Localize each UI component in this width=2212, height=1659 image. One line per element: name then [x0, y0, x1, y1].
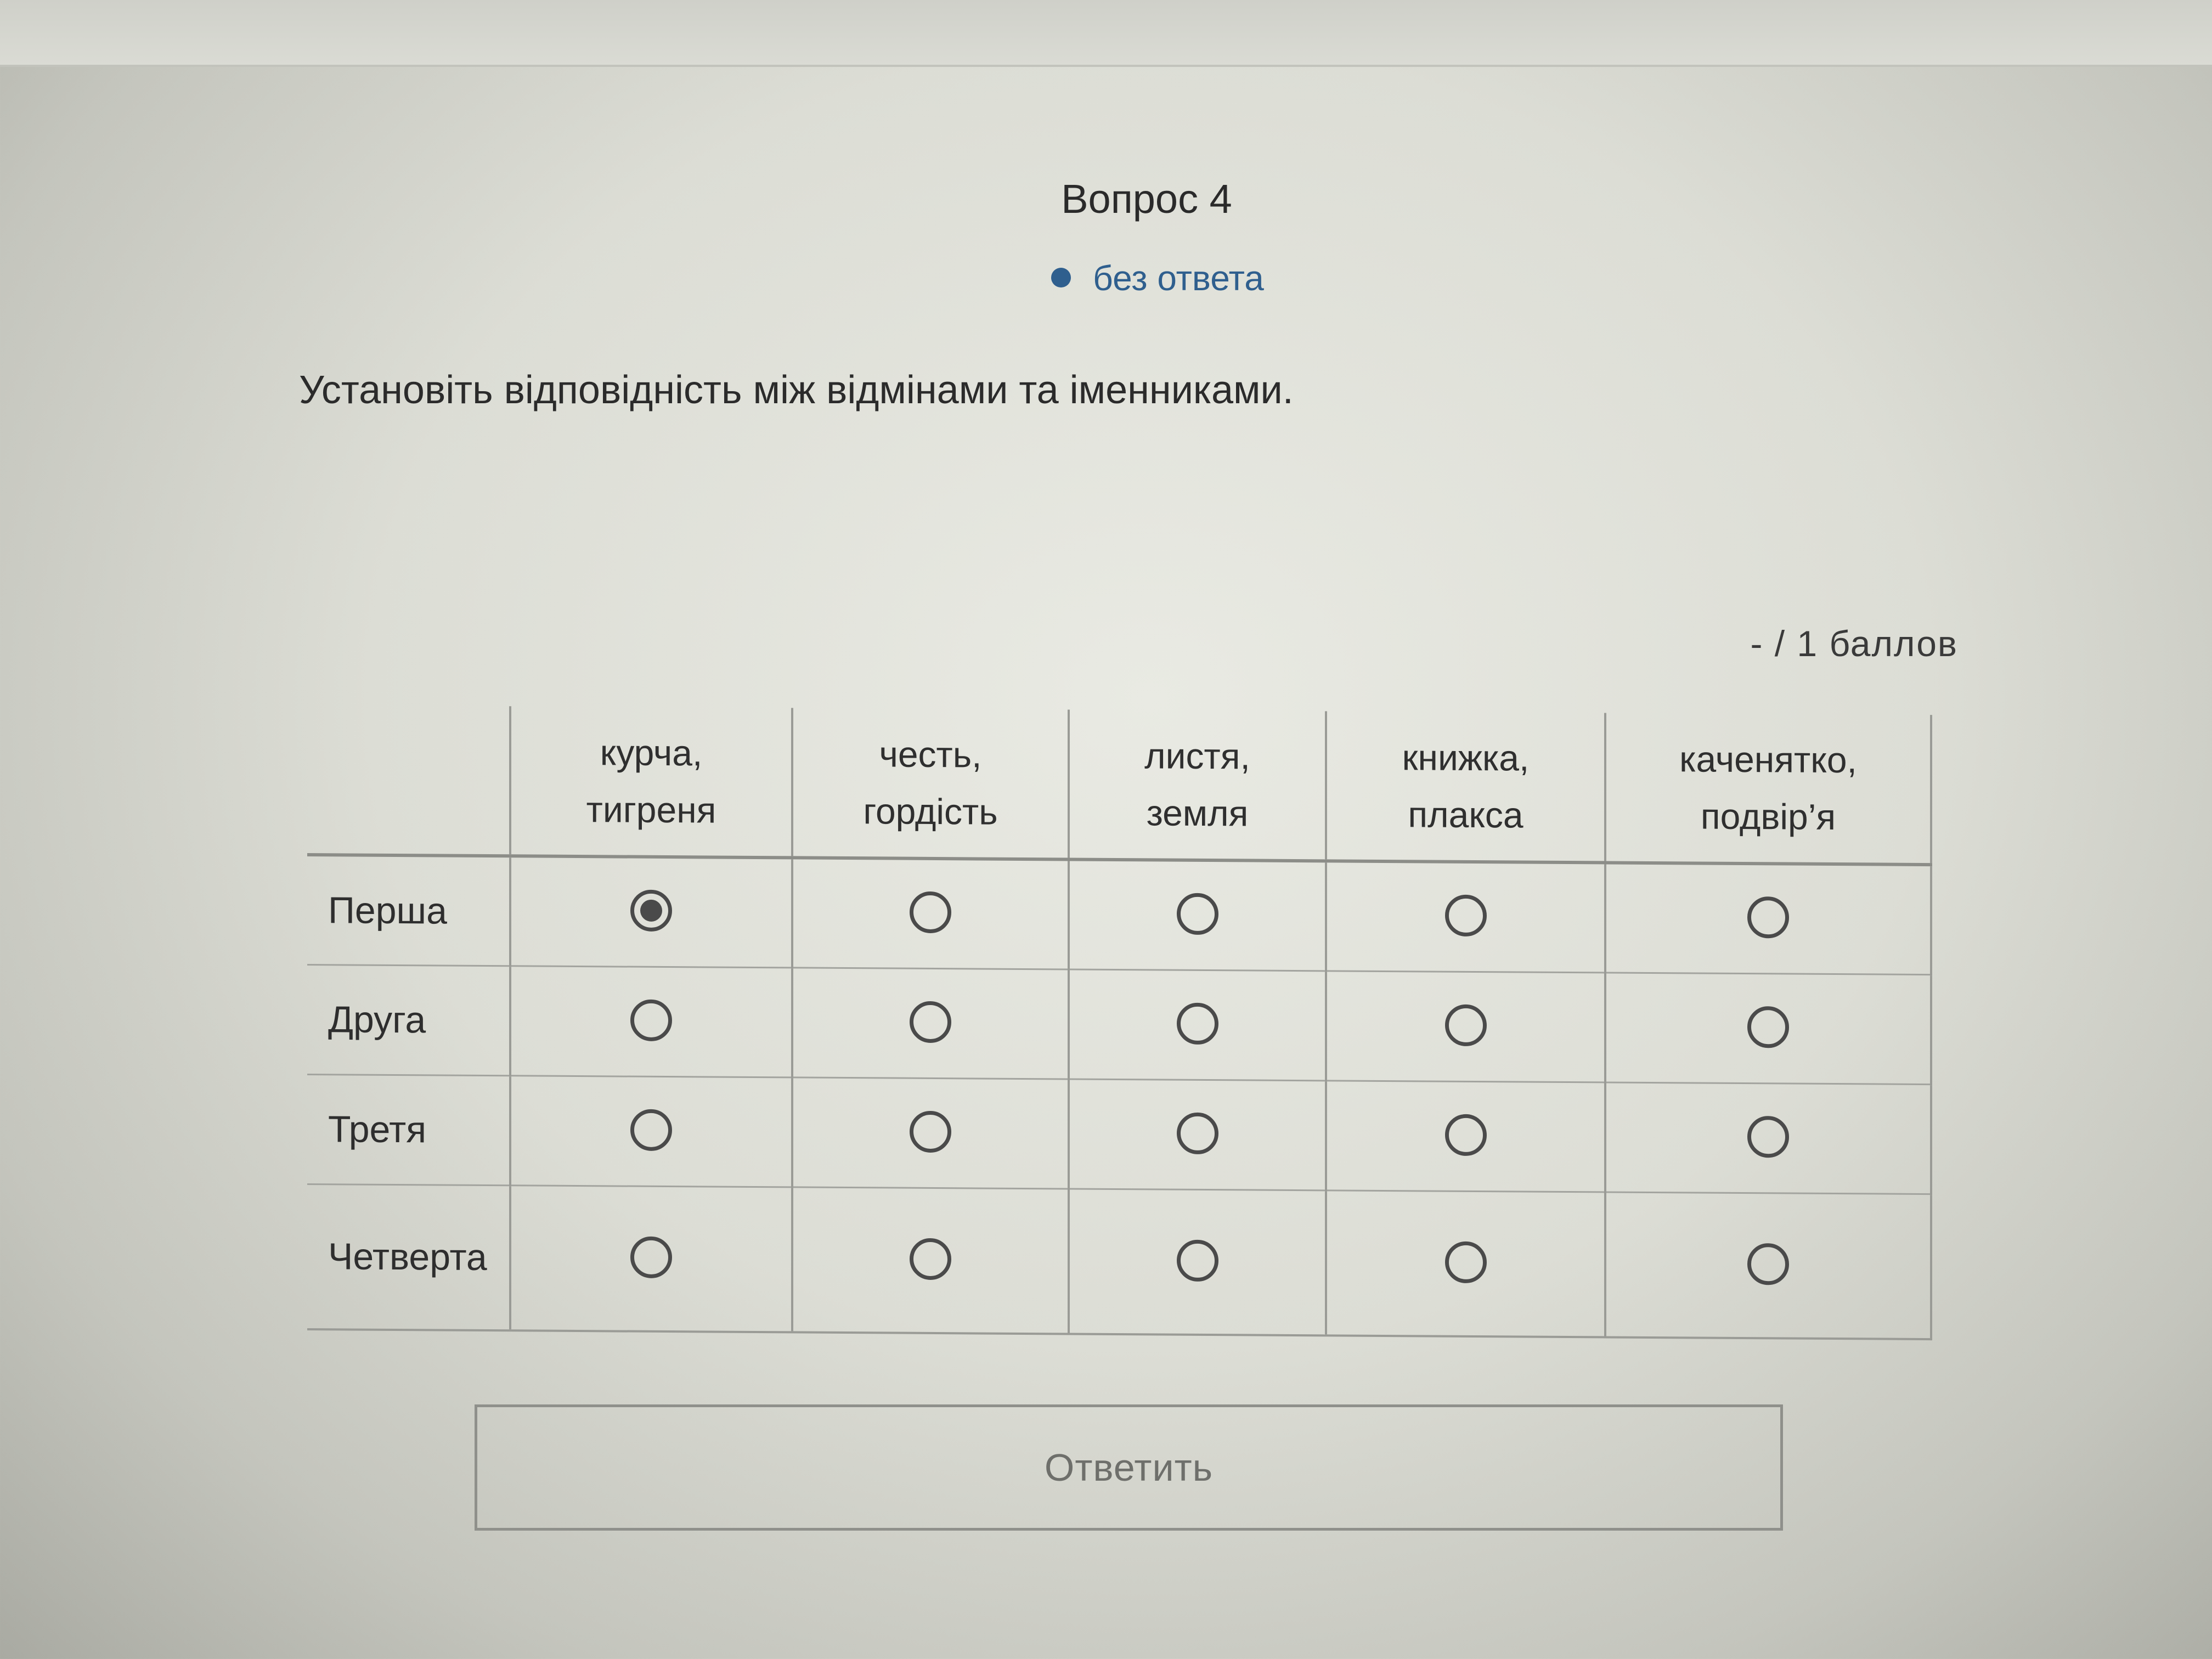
grid-cell: [1326, 1080, 1605, 1192]
grid-row: [307, 1184, 1931, 1339]
radio-button[interactable]: [630, 1236, 672, 1278]
grid-cell: [792, 1187, 1069, 1334]
radio-button[interactable]: [630, 890, 672, 932]
radio-button[interactable]: [1177, 1239, 1218, 1281]
grid-cell: [1069, 969, 1326, 1080]
grid-cell: [1605, 972, 1931, 1084]
row-label: Четверта: [307, 1184, 510, 1330]
question-title: Вопрос 4: [1061, 176, 1232, 222]
row-label: Третя: [307, 1074, 510, 1185]
radio-button[interactable]: [1177, 893, 1218, 935]
column-header: листя, земля: [1069, 709, 1326, 861]
radio-button[interactable]: [1747, 1243, 1789, 1285]
radio-button[interactable]: [910, 1110, 951, 1152]
radio-button[interactable]: [1747, 1116, 1789, 1158]
grid-cell: [792, 857, 1069, 969]
grid-cell: [792, 1077, 1069, 1188]
radio-button[interactable]: [910, 891, 951, 933]
grid-header-row: [307, 705, 1931, 865]
grid-cell: [792, 967, 1069, 1079]
radio-button[interactable]: [1747, 896, 1789, 938]
grid-cell: [510, 966, 792, 1077]
grid-cell: [1326, 970, 1605, 1082]
column-header: каченятко, подвір’я: [1605, 713, 1931, 865]
radio-button[interactable]: [1445, 1004, 1487, 1046]
screen-top-edge: [0, 0, 2212, 67]
answer-status: [0, 258, 2212, 298]
score-label: - / 1 баллов: [1750, 623, 1958, 664]
grid-cell: [1605, 1192, 1931, 1339]
grid-cell: [1605, 862, 1931, 974]
row-label: Друга: [307, 964, 510, 1075]
radio-button[interactable]: [1445, 1241, 1487, 1283]
grid-cell: [1069, 1188, 1326, 1335]
row-label: Перша: [328, 889, 447, 932]
radio-button[interactable]: [1445, 1114, 1487, 1155]
grid-row: [307, 964, 1931, 1084]
radio-button[interactable]: [910, 1238, 951, 1279]
radio-button[interactable]: [910, 1001, 951, 1042]
grid-row: [307, 1074, 1931, 1194]
grid-corner-cell: [307, 705, 510, 856]
status-dot-icon: [1051, 268, 1071, 287]
radio-button[interactable]: [1747, 1006, 1789, 1048]
grid-cell: [1326, 1190, 1605, 1337]
radio-button[interactable]: [1177, 1112, 1218, 1154]
grid-cell: [1326, 861, 1605, 972]
column-header: честь, гордість: [792, 708, 1069, 859]
matching-grid: [307, 705, 1932, 1340]
answer-status-label: без ответа: [1093, 258, 1264, 298]
grid-cell: [510, 1075, 792, 1187]
radio-button[interactable]: [1445, 895, 1487, 936]
radio-button[interactable]: [1177, 1002, 1218, 1044]
grid-row: [307, 855, 1931, 974]
column-header: книжка, плакса: [1326, 711, 1605, 862]
column-header: курча, тигреня: [510, 706, 792, 857]
grid-cell: [510, 856, 792, 967]
question-prompt: Установіть відповідність між відмінами та іменниками.: [299, 368, 1294, 412]
submit-answer-button[interactable]: Ответить: [475, 1404, 1783, 1531]
grid-cell: [1069, 1079, 1326, 1190]
grid-cell: [510, 1185, 792, 1332]
grid-cell: [1605, 1082, 1931, 1194]
radio-button[interactable]: [630, 1109, 672, 1150]
grid-cell: [1069, 859, 1326, 970]
radio-button[interactable]: [630, 999, 672, 1041]
